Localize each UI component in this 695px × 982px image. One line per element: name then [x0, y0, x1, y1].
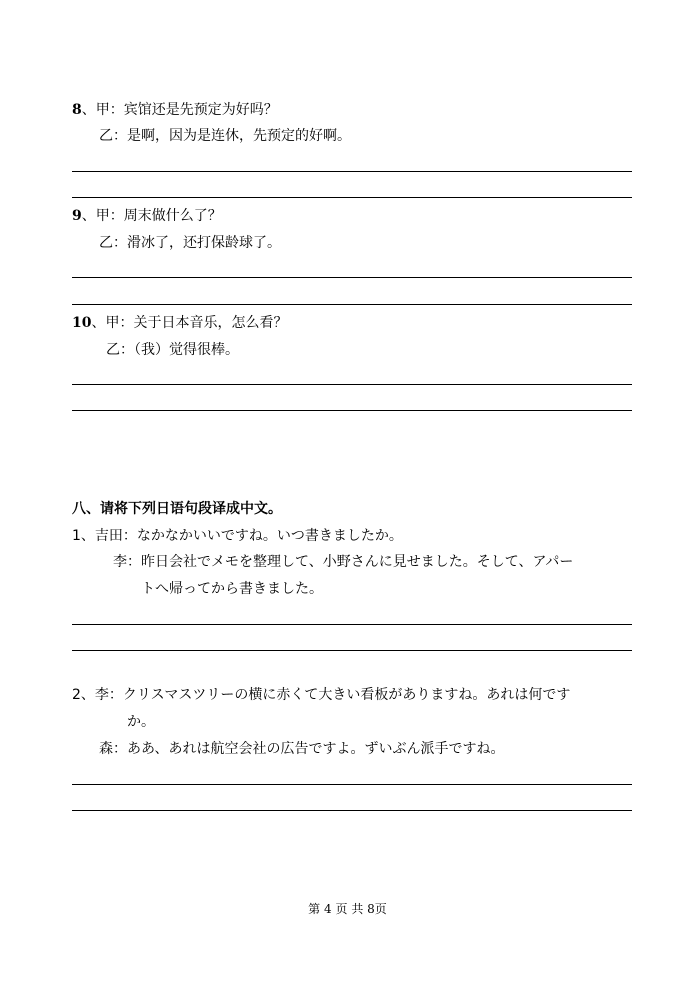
colon: ：: [127, 554, 141, 570]
item-10-answer: [106, 341, 239, 359]
footer-total-word: 共: [351, 902, 364, 916]
answer-line: [72, 384, 632, 385]
s8-q1-line1: [72, 527, 403, 545]
colon: ：: [122, 528, 137, 544]
colon: ：: [113, 741, 127, 757]
s8-q1-line3: トへ帰ってから書きました。: [141, 581, 323, 597]
speaker-a: 甲: [105, 315, 120, 331]
question-text: 周末做什么了？: [123, 208, 222, 224]
answer-line: [72, 810, 632, 811]
answer-line: [72, 410, 632, 411]
speaker-a: 李: [94, 687, 109, 703]
footer-prefix: 第: [308, 902, 321, 916]
colon: ：: [119, 315, 134, 331]
s8-q1-line2: [113, 553, 573, 571]
item-9-question: [72, 207, 222, 225]
section-heading: 八、请将下列日语句段译成中文。: [72, 501, 282, 517]
answer-line: [72, 784, 632, 785]
answer-line: [72, 277, 632, 278]
speaker-b: 乙: [99, 128, 113, 144]
answer-text: 昨日会社でメモを整理して、小野さんに見せました。そして、アパー: [141, 554, 574, 570]
speaker-b: 李: [113, 554, 127, 570]
answer-text: ああ、あれは航空会社の広告ですよ。ずいぶん派手ですね。: [127, 741, 505, 757]
page-footer: [0, 902, 695, 916]
answer-line: [72, 624, 632, 625]
item-number: 2、: [72, 687, 95, 703]
answer-text: 滑冰了，还打保龄球了。: [127, 235, 281, 251]
question-text: なかなかいいですね。いつ書きましたか。: [136, 528, 403, 544]
speaker-b: 森: [99, 741, 113, 757]
item-number: 9: [72, 208, 82, 224]
s8-q2-line1: [72, 686, 570, 704]
speaker-a: 甲: [95, 208, 110, 224]
item-9-answer: [99, 234, 281, 252]
footer-total: 8页: [367, 902, 387, 916]
colon: ：: [109, 208, 124, 224]
item-8-question: [72, 101, 278, 119]
footer-page-word: 页: [335, 902, 348, 916]
question-text: 关于日本音乐，怎么看？: [133, 315, 288, 331]
answer-line: [72, 197, 632, 198]
colon: ：: [113, 235, 127, 251]
answer-line: [72, 304, 632, 305]
footer-page-number: 4: [324, 902, 332, 916]
item-number: 10: [72, 315, 92, 331]
s8-q2-line2: か。: [127, 714, 155, 730]
item-number: 8: [72, 102, 82, 118]
answer-line: [72, 171, 632, 172]
s8-q2-line3: [99, 740, 504, 758]
item-separator: 、: [81, 208, 96, 224]
speaker-b: 乙: [99, 235, 113, 251]
colon: ：: [120, 342, 134, 358]
colon: ：: [109, 102, 124, 118]
speaker-a: 吉田: [94, 528, 123, 544]
item-separator: 、: [81, 102, 96, 118]
colon: ：: [108, 687, 123, 703]
item-number: 1、: [72, 528, 95, 544]
speaker-a: 甲: [95, 102, 110, 118]
question-text: クリスマスツリーの横に赤くて大きい看板がありますね。あれは何です: [122, 687, 571, 703]
item-10-question: [72, 314, 287, 332]
answer-text: 是啊，因为是连休，先预定的好啊。: [127, 128, 351, 144]
answer-line: [72, 650, 632, 651]
item-separator: 、: [91, 315, 106, 331]
item-8-answer: [99, 127, 351, 145]
colon: ：: [113, 128, 127, 144]
question-text: 宾馆还是先预定为好吗？: [123, 102, 278, 118]
answer-text: （我）觉得很棒。: [134, 342, 239, 358]
speaker-b: 乙: [106, 342, 120, 358]
